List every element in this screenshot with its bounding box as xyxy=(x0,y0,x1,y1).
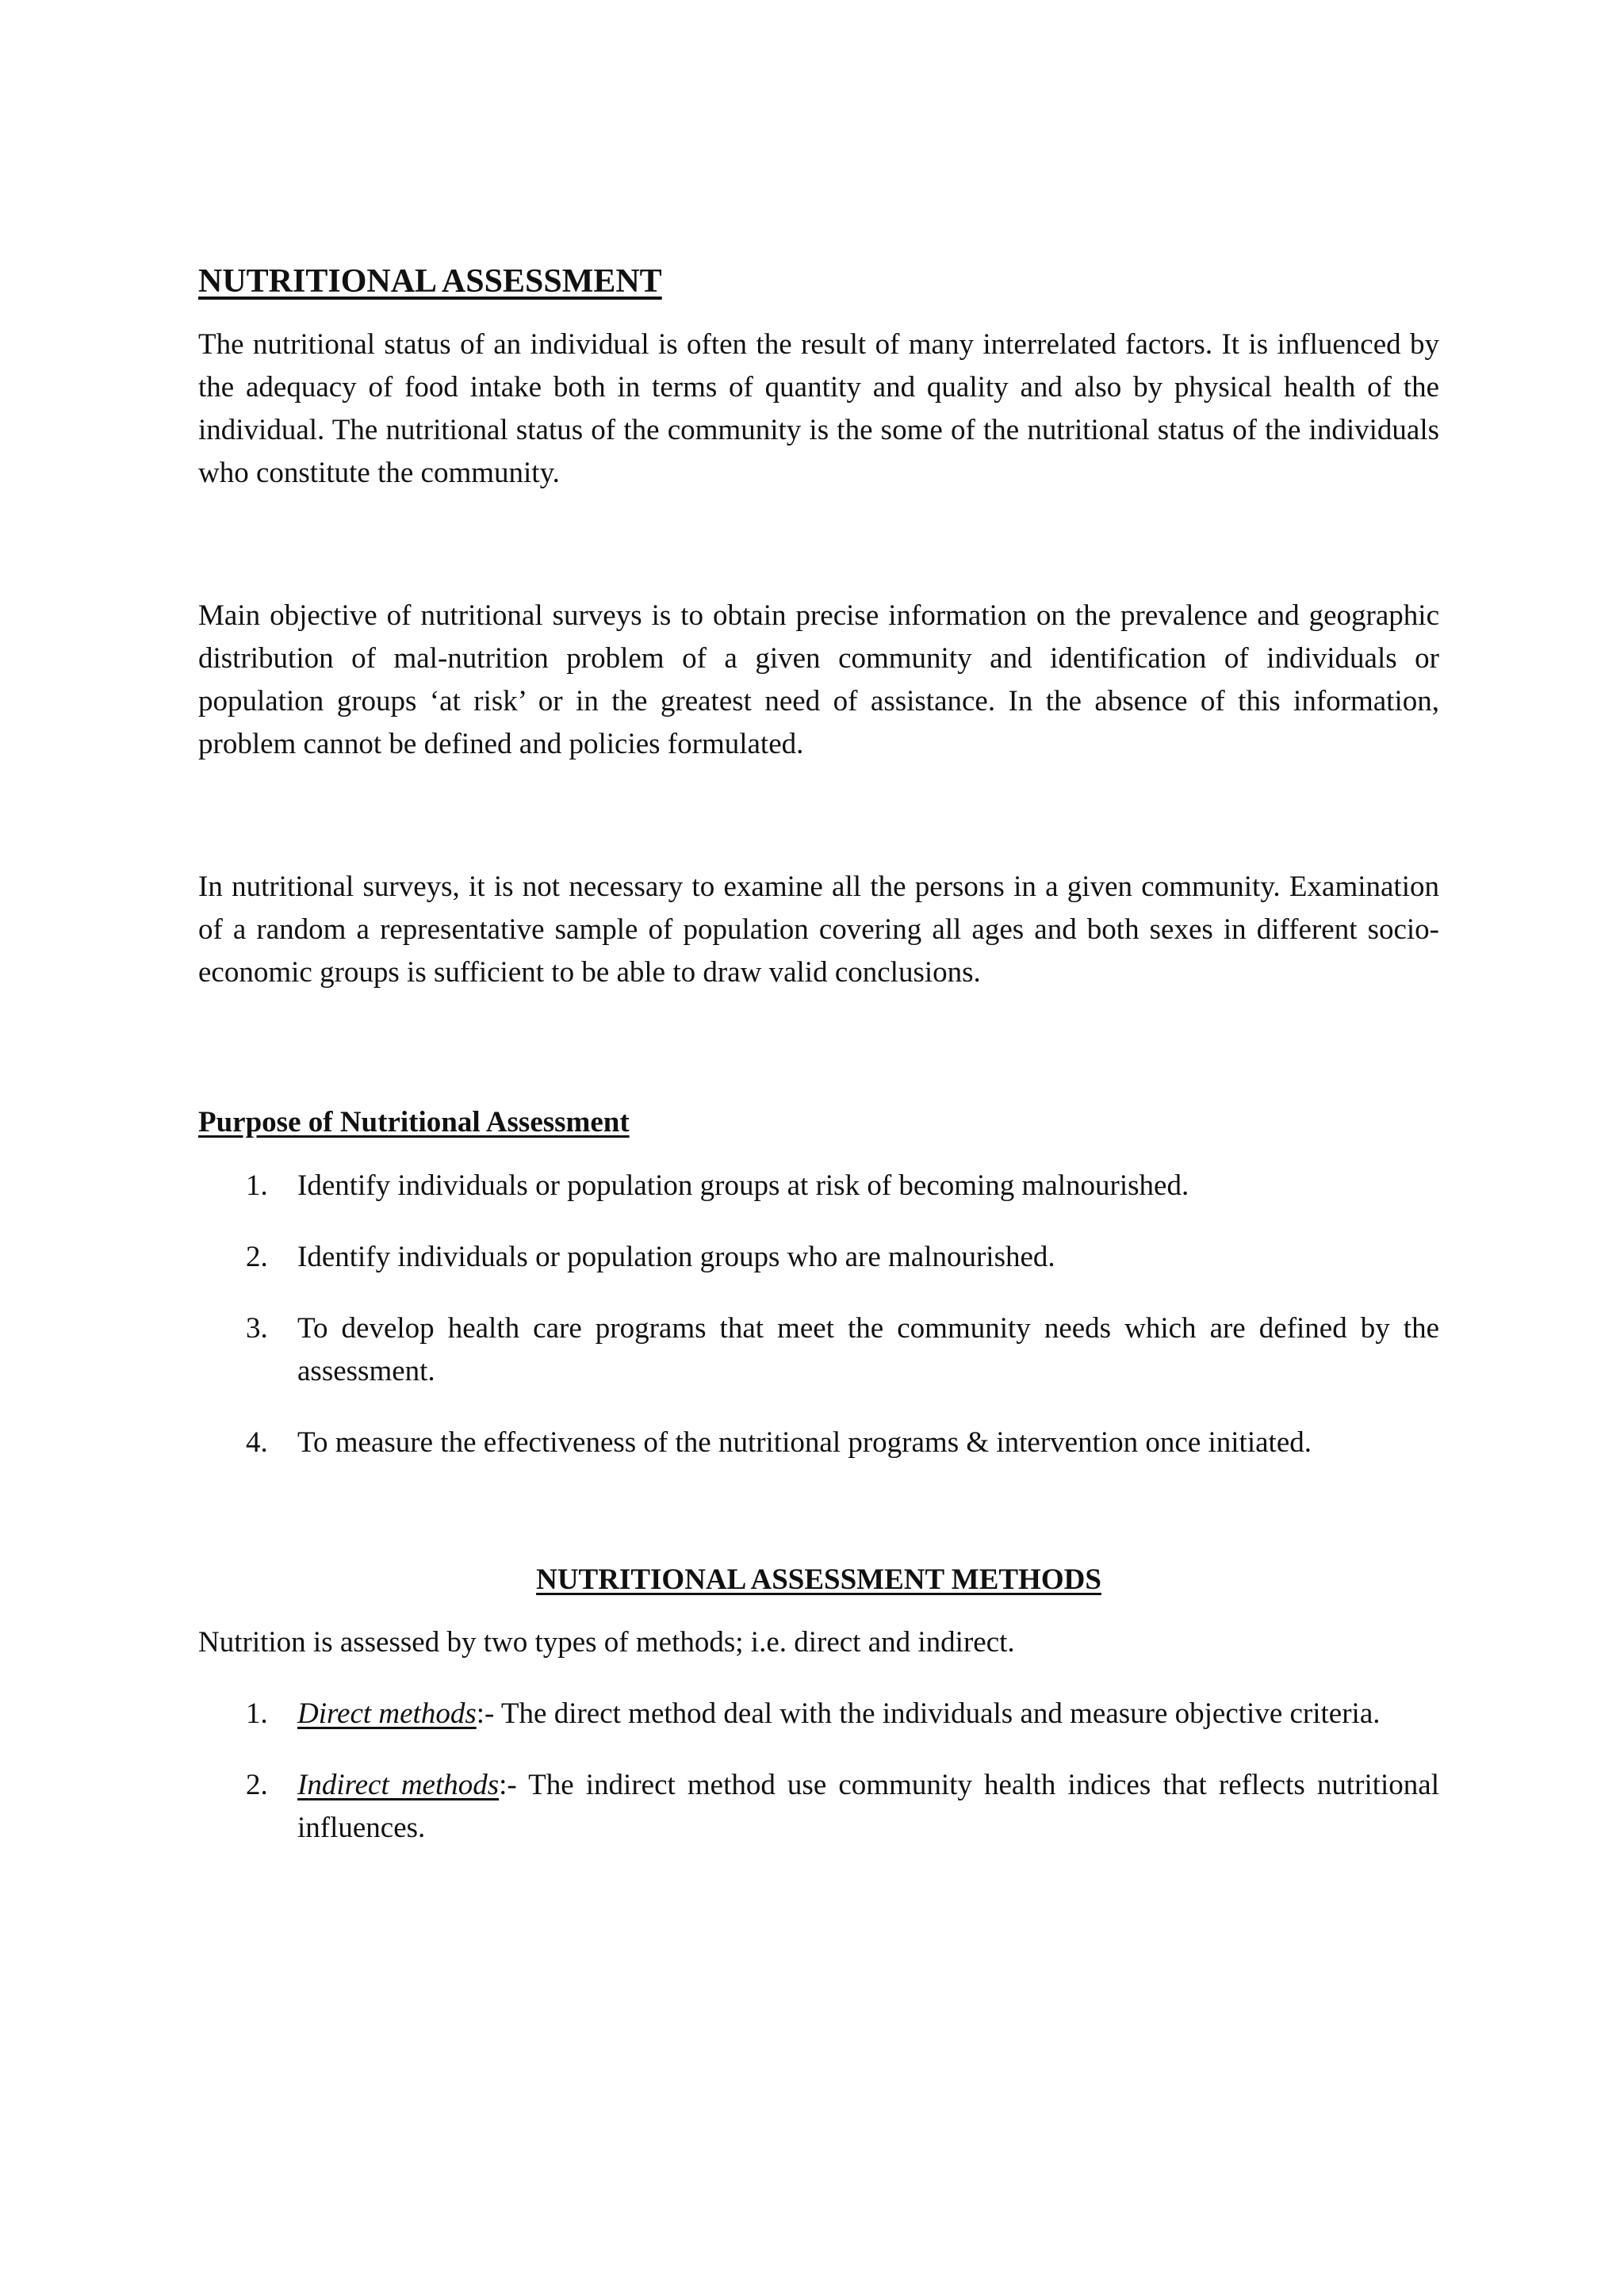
method-term-direct: Direct methods xyxy=(297,1697,477,1731)
paragraph-survey-objective: Main objective of nutritional surveys is to obtain precise information on the prevalence and geographic distribution of mal-nutrition problem of a given community and identification of individuals or population groups ‘at risk’ or in the greatest need of assistance. In the absence of this information, problem cannot be defined and policies formulated. xyxy=(198,599,1439,761)
list-item xyxy=(198,1422,1439,1464)
list-item-number: 4. xyxy=(246,1425,268,1459)
purpose-heading: Purpose of Nutritional Assessment xyxy=(198,1106,630,1139)
method-term-indirect: Indirect methods xyxy=(297,1769,500,1802)
list-item-text: To measure the effectiveness of the nutritional programs & intervention once initiated. xyxy=(297,1425,1312,1459)
list-item-number: 2. xyxy=(246,1769,268,1802)
methods-heading: NUTRITIONAL ASSESSMENT METHODS xyxy=(536,1563,1101,1596)
document-page xyxy=(198,262,1439,1878)
list-item-number: 2. xyxy=(246,1240,268,1273)
list-item-text: To develop health care programs that meet the community needs which are defined by the assessment. xyxy=(297,1311,1439,1387)
method-description: :- The indirect method use community health indices that reflects nutritional influences. xyxy=(297,1769,1439,1845)
list-item-number: 1. xyxy=(246,1169,268,1202)
purpose-list xyxy=(198,1165,1439,1464)
list-item-text: Identify individuals or population groups who are malnourished. xyxy=(297,1240,1055,1273)
list-item xyxy=(198,1764,1439,1850)
list-item-number: 3. xyxy=(246,1311,268,1345)
paragraph-survey-sampling: In nutritional surveys, it is not necessary to examine all the persons in a given community. Examination of a random a representative sample of population covering all ages and both sexes in different socio-economic groups is sufficient to be able to draw valid conclusions. xyxy=(198,871,1439,989)
list-item xyxy=(198,1307,1439,1393)
list-item-number: 1. xyxy=(246,1697,268,1731)
methods-list xyxy=(198,1693,1439,1850)
method-description: :- The direct method deal with the individuals and measure objective criteria. xyxy=(476,1697,1381,1731)
list-item xyxy=(198,1165,1439,1207)
list-item xyxy=(198,1236,1439,1279)
list-item-text: Identify individuals or population groups at risk of becoming malnourished. xyxy=(297,1169,1189,1202)
methods-intro: Nutrition is assessed by two types of methods; i.e. direct and indirect. xyxy=(198,1626,1015,1659)
paragraph-nutritional-status: The nutritional status of an individual is often the result of many interrelated factors. It is influenced by the adequacy of food intake both in terms of quantity and quality and also by physical health of the individual. The nutritional status of the community is the some of the nutritional status of the individuals who constitute the community. xyxy=(198,328,1439,490)
list-item xyxy=(198,1693,1439,1735)
page-title: NUTRITIONAL ASSESSMENT xyxy=(198,263,662,300)
